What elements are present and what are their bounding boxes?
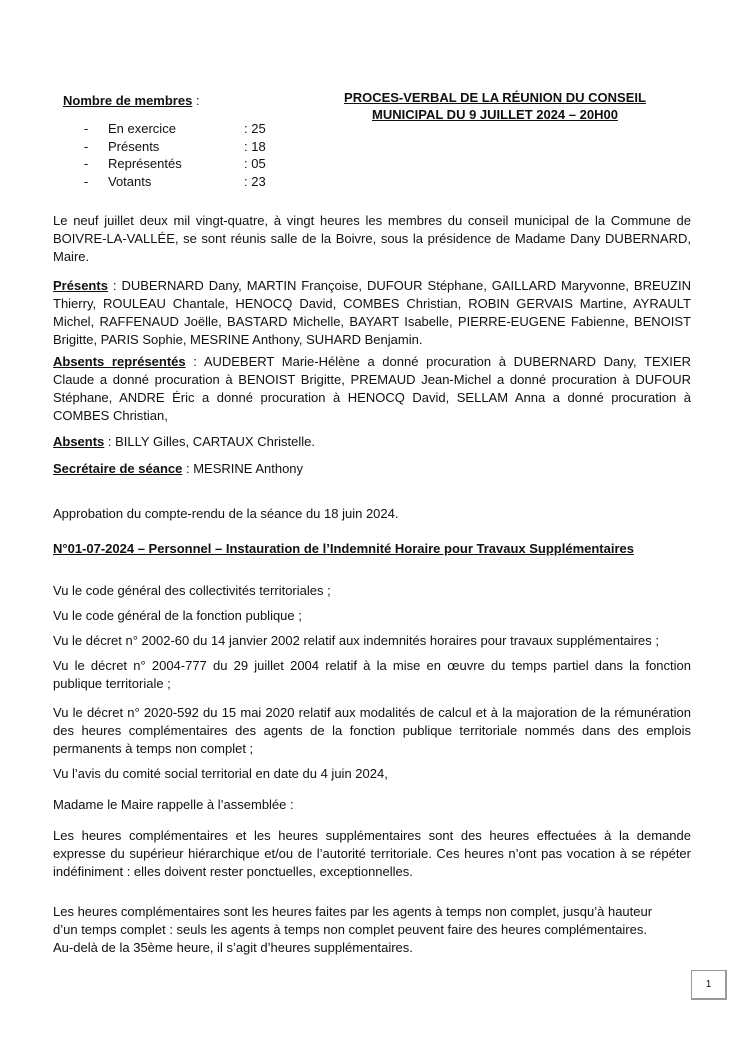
members-row (84, 120, 266, 138)
absents-representes-label: Absents représentés (53, 354, 186, 369)
presents-text: : DUBERNARD Dany, MARTIN Françoise, DUFOUR Stéphane, GAILLARD Maryvonne, BREUZIN Thierry, ROULEAU Chantale, HENOCQ David, COMBES Christian, ROBIN GERVAIS Martine, AYRAULT Michel, RAFFENAUD Joëlle, BASTARD Michelle, BAYART Isabelle, PIERRE-EUGENE Fabienne, BENOIST Brigitte, PARIS Sophie, MESRINE Anthony, SUHARD Benjamin. (53, 278, 691, 347)
row-value: : 05 (244, 156, 266, 171)
row-dash: - (84, 138, 89, 154)
maire-rappelle: Madame le Maire rappelle à l’assemblée : (53, 797, 294, 812)
members-row (84, 173, 266, 191)
absents-text: : BILLY Gilles, CARTAUX Christelle. (104, 434, 316, 449)
row-dash: - (84, 173, 89, 189)
row-dash: - (84, 156, 89, 171)
row-value: : 23 (244, 173, 266, 189)
row-label: Présents (108, 138, 160, 154)
secretaire-paragraph (53, 460, 691, 478)
vu-item: Vu le code général de la fonction publique ; (53, 608, 302, 623)
presents-paragraph (53, 277, 691, 349)
presents-label: Présents (53, 278, 108, 293)
members-title (63, 93, 200, 108)
body-paragraph-2 (53, 903, 691, 957)
document-title (296, 89, 694, 123)
title-line-2: MUNICIPAL DU 9 JUILLET 2024 – 20H00 (372, 107, 618, 122)
page-number: 1 (691, 970, 727, 1000)
vu-item: Vu le décret n° 2020-592 du 15 mai 2020 relatif aux modalités de calcul et à la majoration de la rémunération des heures complémentaires des agents de la fonction publique territoriale nommés dans des emplois permanents à temps non complet ; (53, 705, 691, 756)
secretaire-text: : MESRINE Anthony (182, 461, 304, 476)
members-title-text: Nombre de membres (63, 93, 193, 108)
vu-item: Vu le décret n° 2004-777 du 29 juillet 2004 relatif à la mise en œuvre du temps partiel dans la fonction publique territoriale ; (53, 658, 691, 691)
row-value: : 25 (244, 121, 266, 136)
row-label: Représentés (108, 156, 182, 171)
absents-representes-paragraph (53, 353, 691, 425)
approbation-paragraph: Approbation du compte-rendu de la séance du 18 juin 2024. (53, 506, 399, 521)
absents-paragraph (53, 433, 691, 451)
body-paragraph-1: Les heures complémentaires et les heures supplémentaires sont des heures effectuées à la demande expresse du supérieur hiérarchique et/ou de l’autorité territoriale. Ces heures n’ont pas vocation à se répéter indéfiniment : elles doivent rester ponctuelles, exceptionnelles. (53, 828, 691, 879)
row-label: Votants (108, 173, 152, 189)
members-row (84, 138, 266, 156)
secretaire-label: Secrétaire de séance (53, 461, 183, 476)
members-row (84, 155, 266, 173)
members-list (84, 120, 266, 190)
row-value: : 18 (244, 138, 266, 154)
members-title-colon: : (192, 93, 200, 108)
row-dash: - (84, 121, 89, 136)
vu-item: Vu le décret n° 2002-60 du 14 janvier 2002 relatif aux indemnités horaires pour travaux supplémentaires ; (53, 633, 659, 648)
vu-item: Vu le code général des collectivités territoriales ; (53, 583, 331, 598)
deliberation-title: N°01-07-2024 – Personnel – Instauration de l’Indemnité Horaire pour Travaux Supplémentaires (53, 541, 635, 556)
title-line-1: PROCES-VERBAL DE LA RÉUNION DU CONSEIL (344, 90, 646, 105)
row-label: En exercice (108, 121, 176, 136)
vu-item: Vu l’avis du comité social territorial en date du 4 juin 2024, (53, 766, 388, 781)
body-line: Au-delà de la 35ème heure, il s’agit d’heures supplémentaires. (53, 940, 413, 955)
absents-representes-text: : AUDEBERT Marie-Hélène a donné procuration à DUBERNARD Dany, TEXIER Claude a donné procuration à BENOIST Brigitte, PREMAUD Jean-Michel a donné procuration à DUFOUR Stéphane, ANDRE Éric a donné procuration à HENOCQ David, SELLAM Anna a donné procuration à COMBES Christian, (53, 354, 691, 423)
body-line: d’un temps complet : seuls les agents à temps non complet peuvent faire des heures complémentaires. (53, 922, 647, 937)
intro-paragraph: Le neuf juillet deux mil vingt-quatre, à vingt heures les membres du conseil municipal de la Commune de BOIVRE-LA-VALLÉE, se sont réunis salle de la Boivre, sous la présidence de Madame Dany DUBERNARD, Maire. (53, 213, 691, 264)
absents-label: Absents (53, 434, 105, 449)
body-line: Les heures complémentaires sont les heures faites par les agents à temps non complet, jusqu’à hauteur (53, 904, 653, 919)
